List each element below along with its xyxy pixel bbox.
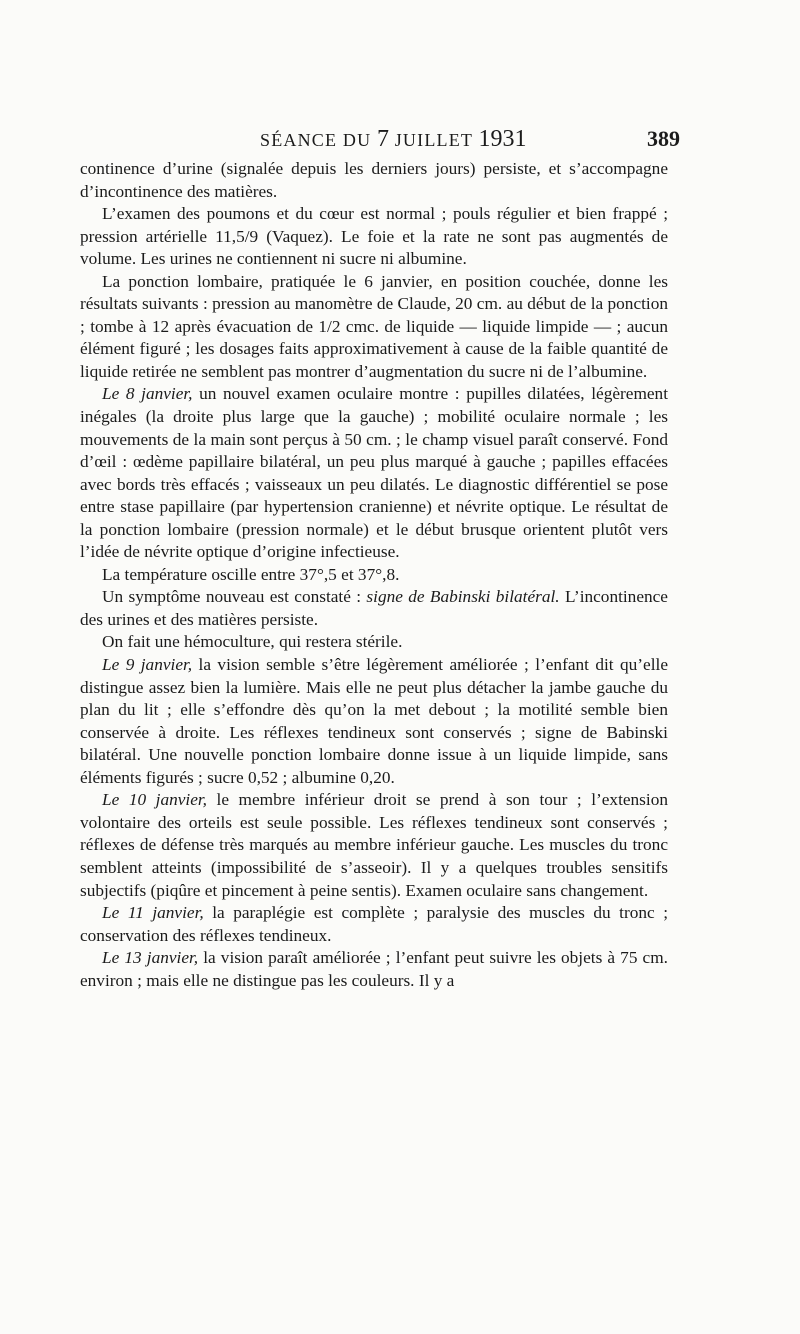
paragraph-text: un nouvel examen oculaire montre : pupilles dilatées, légèrement inégales (la droite plus large que la gauche) ; mobilité oculaire normale ; les mouvements de la main sont perçus à 50 cm. ; le champ visuel paraît conservé. Fond d’œil : œdème papillaire bilatéral, un peu plus marqué à gauche ; papilles effacées avec bords très effacés ; vaisseaux un peu dilatés. Le diagnostic différentiel se pose entre stase papillaire (par hypertension cranienne) et névrite optique. Le résultat de la ponction lombaire (pression normale) et le début brusque orientent plutôt vers l’idée de névrite optique d’origine infectieuse. [80, 384, 668, 562]
paragraph-text: La ponction lombaire, pratiquée le 6 janvier, en position couchée, donne les résultats suivants : pression au manomètre de Claude, 20 cm. au début de la ponction ; tombe à 12 après évacuation de 1/2 cmc. de liquide — liquide limpide — ; aucun élément figuré ; les dosages faits approximativement à cause de la faible quantité de liquide retirée ne semblent pas montrer d’augmentation du sucre ni de l’albumine. [80, 271, 668, 381]
running-head-prefix: SÉANCE DU [260, 130, 378, 150]
paragraph-text: la vision semble s’être légèrement améliorée ; l’enfant dit qu’elle distingue assez bien la lumière. Mais elle ne peut plus détacher la jambe gauche du plan du lit ; elle s’effondre dès qu’on la met debout ; la motilité semble bien conservée à droite. Les réflexes tendineux sont conservés ; signe de Babinski bilatéral. Une nouvelle ponction lombaire donne issue à un liquide limpide, sans éléments figurés ; sucre 0,52 ; albumine 0,20. [80, 655, 669, 787]
paragraph [80, 631, 668, 654]
paragraph-text: L’examen des poumons et du cœur est normal ; pouls régulier et bien frappé ; pression artérielle 11,5/9 (Vaquez). Le foie et la rate ne sont pas augmentés de volume. Les urines ne contiennent ni sucre ni albumine. [80, 204, 668, 269]
date-lead: Le 13 janvier, [102, 948, 199, 968]
paragraph-text: Un symptôme nouveau est constaté : [102, 587, 367, 607]
paragraph [80, 564, 668, 587]
running-head-month: JUILLET [389, 130, 479, 150]
paragraph [80, 383, 668, 563]
paragraph-text: On fait une hémoculture, qui restera stérile. [102, 632, 403, 652]
date-lead: Le 8 janvier, [102, 384, 193, 404]
running-head-day: 7 [377, 126, 390, 152]
paragraph [80, 158, 668, 203]
running-head [260, 126, 526, 153]
paragraph [80, 789, 668, 902]
body-text [80, 158, 668, 992]
paragraph-text: continence d’urine (signalée depuis les derniers jours) persiste, et s’accompagne d’incontinence des matières. [80, 159, 668, 201]
paragraph [80, 271, 668, 384]
date-lead: Le 11 janvier, [102, 903, 204, 923]
paragraph [80, 586, 668, 631]
paragraph-text: la vision paraît améliorée ; l’enfant peut suivre les objets à 75 cm. environ ; mais elle ne distingue pas les couleurs. Il y a [80, 948, 668, 990]
paragraph [80, 203, 668, 271]
page-header [80, 126, 680, 156]
paragraph-text: L’incontinence des urines et des matières persiste. [80, 587, 668, 629]
paragraph [80, 654, 668, 789]
date-lead: Le 10 janvier, [102, 790, 207, 810]
paragraph-text: La température oscille entre 37°,5 et 37°,8. [102, 564, 400, 584]
italic-phrase: signe de Babinski bilatéral. [366, 587, 560, 607]
paragraph-text: le membre inférieur droit se prend à son tour ; l’extension volontaire des orteils est seule possible. Les réflexes tendineux sont conservés ; réflexes de défense très marqués au membre inférieur gauche. Les muscles du tronc semblent atteints (impossibilité de s’asseoir). Il y a quelques troubles sensitifs subjectifs (piqûre et pincement à peine sentis). Examen oculaire sans changement. [80, 790, 668, 900]
running-head-year: 1931 [478, 126, 527, 152]
page-number: 389 [647, 126, 680, 151]
paragraph [80, 947, 668, 992]
paragraph [80, 902, 668, 947]
date-lead: Le 9 janvier, [102, 655, 193, 675]
paragraph-text: la paraplégie est complète ; paralysie des muscles du tronc ; conservation des réflexes tendineux. [80, 903, 668, 945]
